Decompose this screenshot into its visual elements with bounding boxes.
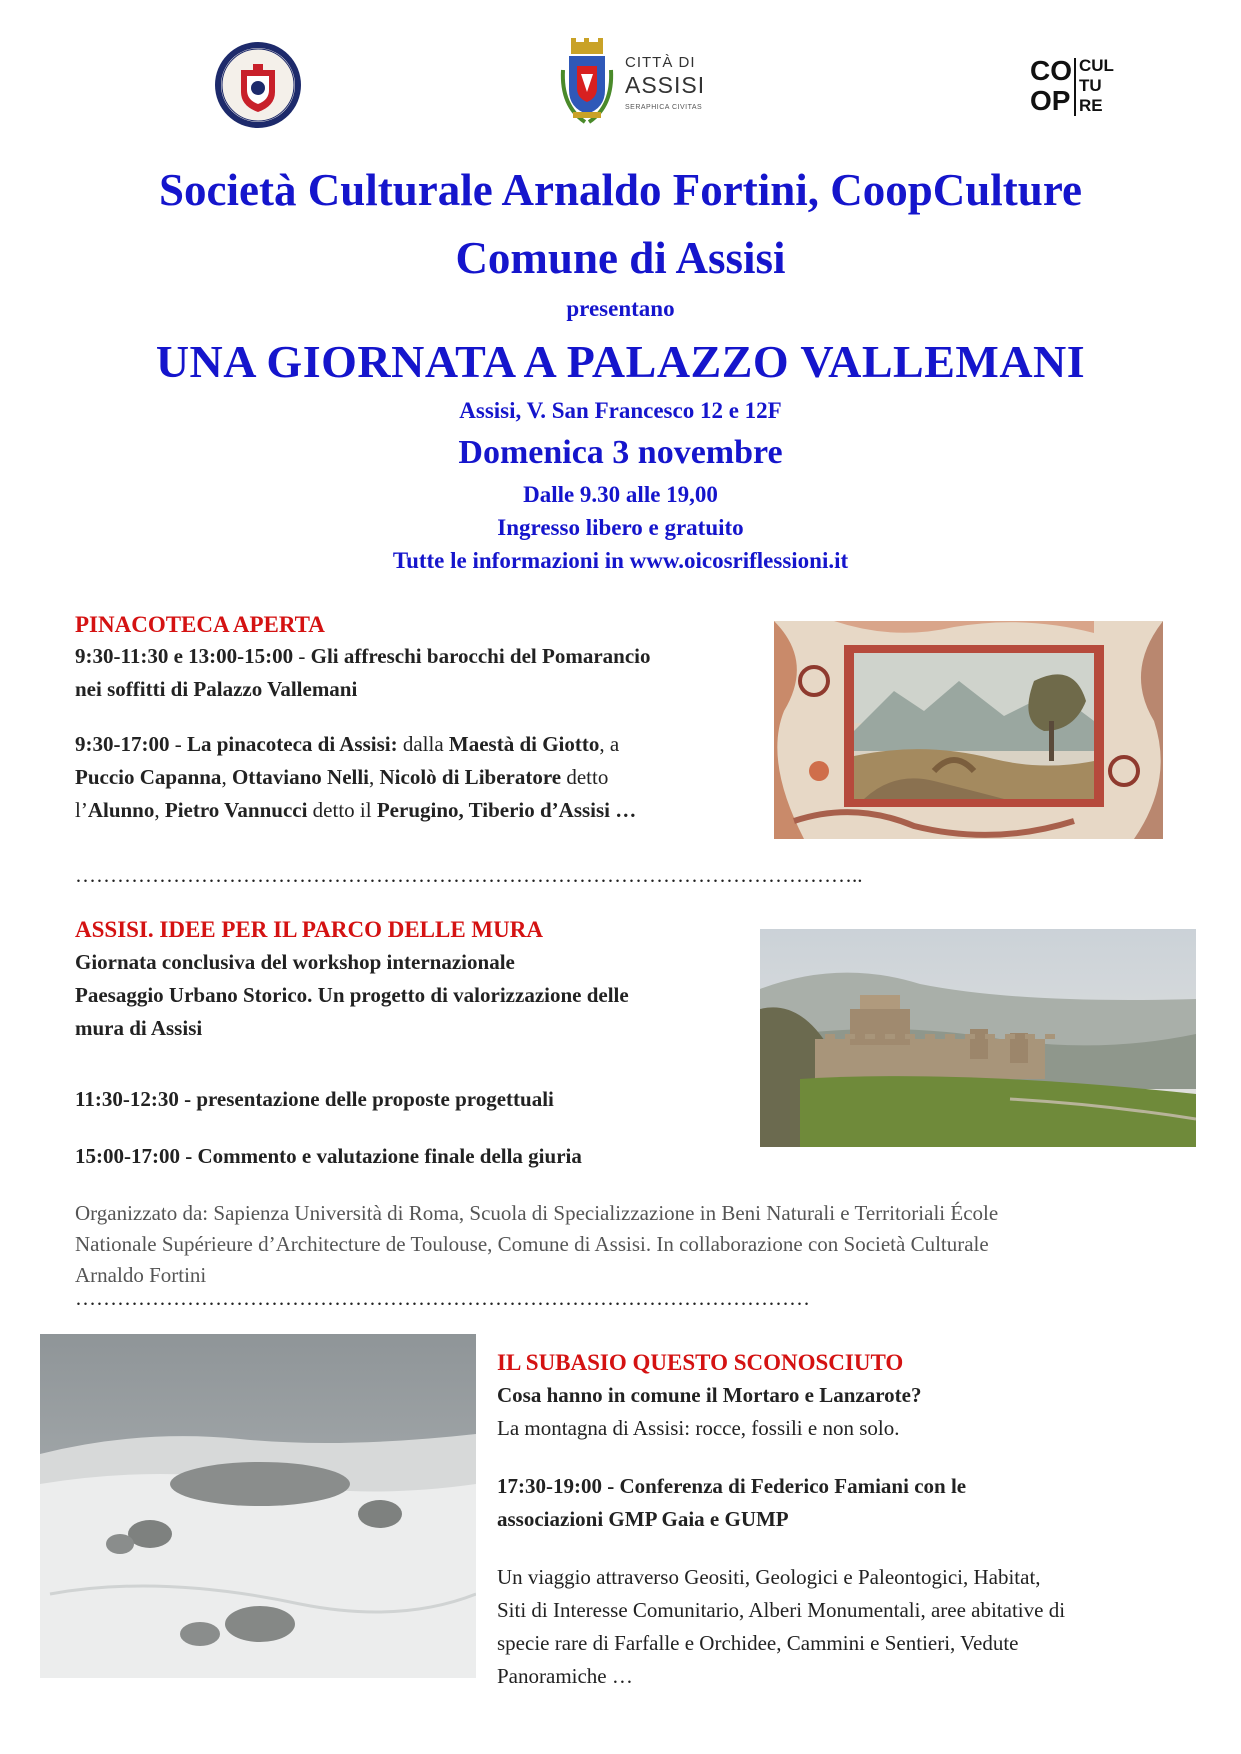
section2-title: ASSISI. IDEE PER IL PARCO DELLE MURA (75, 917, 543, 942)
section3-q: Cosa hanno in comune il Mortaro e Lanzarote? (497, 1383, 922, 1407)
event-hours: Dalle 9.30 alle 19,00 (523, 482, 718, 507)
city-label-line2: ASSISI (625, 72, 706, 98)
assisi-coat-of-arms-logo (555, 36, 705, 128)
item2-l2-p4: , (369, 765, 380, 789)
coopculture-logo (1030, 56, 1118, 126)
organizers-line3: Arnaldo Fortini (75, 1263, 207, 1287)
section2-event2: 15:00-17:00 - Commento e valutazione finale della giuria (75, 1144, 582, 1168)
section3-question (497, 1379, 1197, 1445)
rocca-castle-image (760, 929, 1196, 1147)
organizers-line1: Società Culturale Arnaldo Fortini, CoopCulture (159, 165, 1082, 215)
section2-subtitle (75, 946, 755, 1045)
coop-op: OP (1030, 85, 1071, 116)
section3-event (497, 1470, 1197, 1536)
item2-p3: Maestà di Giotto (448, 732, 600, 756)
section3-description (497, 1561, 1217, 1693)
item2-l2-p1: Puccio Capanna (75, 765, 222, 789)
city-label-line1: CITTÀ DI (625, 54, 696, 71)
event-entry: Ingresso libero e gratuito (497, 515, 744, 540)
item2-l2-p6: detto (561, 765, 609, 789)
section2-sub2: Paesaggio Urbano Storico. Un progetto di valorizzazione delle (75, 983, 629, 1007)
section2-event1: 11:30-12:30 - presentazione delle proposte progettuali (75, 1087, 554, 1111)
item1-sep: - (293, 644, 311, 668)
item2-l2-p3: Ottaviano Nelli (231, 765, 370, 789)
section2-sub3: mura di Assisi (75, 1016, 203, 1040)
item2-time: 9:30-17:00 (75, 732, 170, 756)
section3-desc1: Un viaggio attraverso Geositi, Geologici e Paleontogici, Habitat, (497, 1565, 1041, 1589)
item2-p2: dalla (397, 732, 449, 756)
item2-l3-p2: Alunno (87, 798, 155, 822)
item2-p4: , a (599, 732, 620, 756)
section2-sub1: Giornata conclusiva del workshop internazionale (75, 950, 515, 974)
item2-p1: La pinacoteca di Assisi: (186, 732, 398, 756)
coop-divider (1074, 58, 1076, 116)
section1-separator: ………………………………………………………………………………………………….. (75, 863, 863, 887)
event-info-link[interactable]: Tutte le informazioni in www.oicosriflessioni.it (392, 548, 849, 573)
coop-re: RE (1079, 96, 1103, 115)
event-title: UNA GIORNATA A PALAZZO VALLEMANI (155, 336, 1086, 387)
coop-tu: TU (1079, 76, 1102, 95)
section3-desc4: Panoramiche … (497, 1664, 633, 1688)
organizers-line2: Comune di Assisi (455, 233, 786, 283)
item2-l3-p3: , (154, 798, 165, 822)
section3-q2: La montagna di Assisi: rocce, fossili e non solo. (497, 1416, 900, 1440)
item1-text-a: Gli affreschi barocchi del Pomarancio (310, 644, 651, 668)
item2-l3-p1: l’ (75, 798, 88, 822)
fresco-image (774, 621, 1163, 839)
section3-title: IL SUBASIO QUESTO SCONOSCIUTO (497, 1350, 904, 1375)
section3-desc2: Siti di Interesse Comunitario, Alberi Monumentali, aree abitative di (497, 1598, 1066, 1622)
section2-organizers (75, 1198, 1185, 1291)
item2-l2-p5: Nicolò di Liberatore (379, 765, 562, 789)
subasio-snow-image (40, 1334, 476, 1678)
event-address: Assisi, V. San Francesco 12 e 12F (459, 398, 782, 423)
section3-event2: associazioni GMP Gaia e GUMP (497, 1507, 789, 1531)
coop-co: CO (1030, 55, 1072, 86)
coop-cul: CUL (1079, 56, 1114, 75)
society-seal-logo (213, 40, 303, 130)
item1-time: 9:30-11:30 e 13:00-15:00 (75, 644, 294, 668)
item2-l3-p5: detto il (307, 798, 377, 822)
section1-item1 (75, 640, 735, 706)
item1-text-b: nei soffitti di Palazzo Vallemani (75, 677, 358, 701)
section3-desc3: specie rare di Farfalle e Orchidee, Cammini e Sentieri, Vedute (497, 1631, 1019, 1655)
organizers-line1: Organizzato da: Sapienza Università di Roma, Scuola di Specializzazione in Beni Naturali e Territoriali École (75, 1201, 999, 1225)
section3-event1: 17:30-19:00 - Conferenza di Federico Famiani con le (497, 1474, 967, 1498)
item2-l2-p2: , (221, 765, 232, 789)
city-motto: SERAPHICA CIVITAS (625, 104, 703, 111)
section1-item2 (75, 728, 735, 827)
organizers-line2: Nationale Supérieure d’Architecture de Toulouse, Comune di Assisi. In collaborazione con Società Culturale (75, 1232, 989, 1256)
section2-separator: …………………………………………………………………………………………… (75, 1286, 810, 1310)
event-date: Domenica 3 novembre (458, 434, 783, 471)
section1-title: PINACOTECA APERTA (75, 612, 325, 637)
item2-l3-p4: Pietro Vannucci (164, 798, 308, 822)
presents-label: presentano (566, 296, 675, 321)
item2-sep: - (169, 732, 187, 756)
item2-l3-p6: Perugino, Tiberio d’Assisi … (376, 798, 637, 822)
